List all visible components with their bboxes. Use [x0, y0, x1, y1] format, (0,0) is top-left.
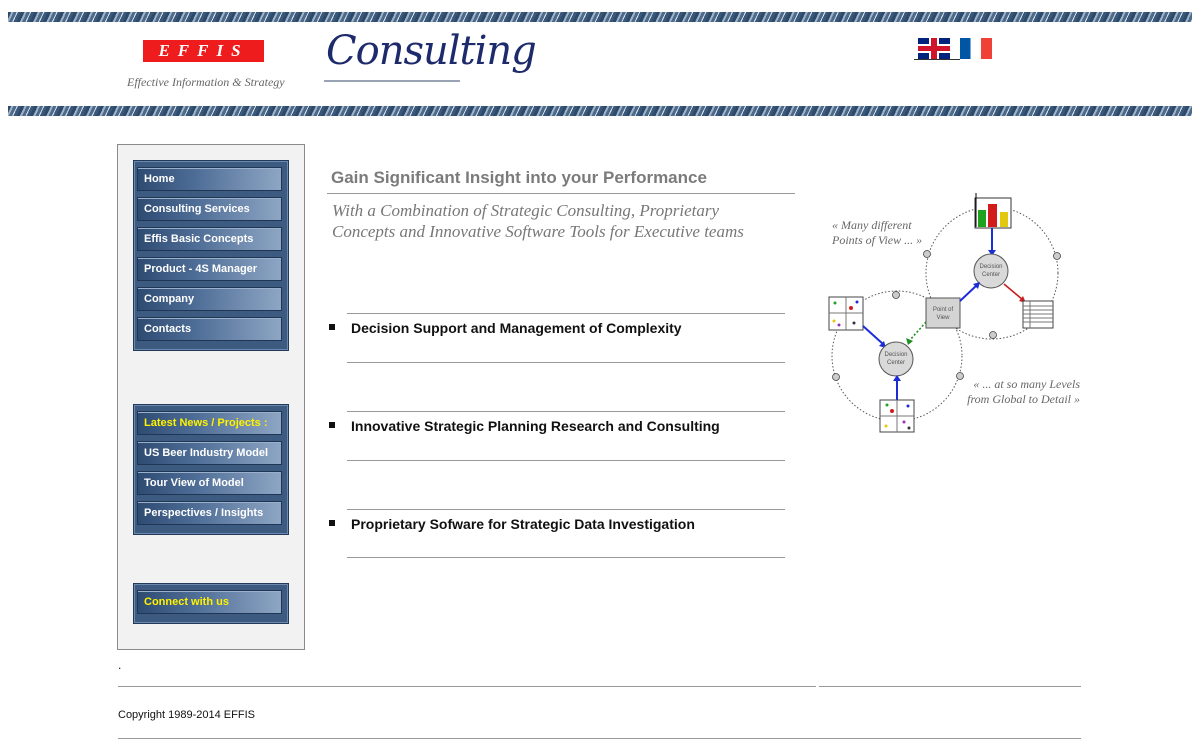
nav-home[interactable]: Home — [137, 167, 282, 191]
arrow — [910, 322, 926, 340]
sidebar — [117, 144, 305, 650]
feature-rule — [347, 460, 785, 461]
consulting-logo: Consulting — [326, 28, 536, 74]
feature-strategic-planning[interactable]: Innovative Strategic Planning Research and Consulting — [351, 418, 720, 434]
nav-effis-basic-concepts[interactable]: Effis Basic Concepts — [137, 227, 282, 251]
decision-center-label: Decision — [884, 352, 908, 358]
news-header: Latest News / Projects : — [137, 411, 282, 435]
diagram-note-bottom-line: from Global to Detail » — [967, 392, 1080, 406]
consulting-logo-swoosh — [324, 80, 460, 82]
feature-rule — [347, 362, 785, 363]
bullet-icon — [329, 422, 335, 428]
nav-tour-view-of-model[interactable]: Tour View of Model — [137, 471, 282, 495]
bullet-icon — [329, 520, 335, 526]
french-flag-icon[interactable] — [960, 38, 992, 59]
connect-button[interactable]: Connect with us — [137, 590, 282, 614]
feature-rule — [347, 313, 785, 314]
decision-center-label: Center — [981, 272, 1001, 278]
nav-perspectives-insights[interactable]: Perspectives / Insights — [137, 501, 282, 525]
header-bottom-band — [8, 106, 1192, 116]
point-of-view-label: Point of — [932, 307, 954, 313]
header-top-band — [8, 12, 1192, 22]
headline-rule — [327, 193, 795, 194]
bar-chart-icon — [975, 193, 1011, 228]
english-flag-icon[interactable] — [918, 38, 950, 59]
tagline: Effective Information & Strategy — [127, 75, 285, 89]
page-subtitle: With a Combination of Strategic Consulting, Proprietary Concepts and Innovative Software Tools for Executive teams — [332, 201, 744, 241]
nav-product-4s-manager[interactable]: Product - 4S Manager — [137, 257, 282, 281]
feature-proprietary-software[interactable]: Proprietary Sofware for Strategic Data Investigation — [351, 516, 695, 532]
connect-nav — [133, 583, 289, 624]
feature-rule — [347, 509, 785, 510]
diagram-note-top-line: « Many different — [832, 218, 912, 232]
table-icon — [1023, 301, 1053, 328]
page-headline: Gain Significant Insight into your Performance — [331, 168, 707, 187]
decision-center-label: Decision — [979, 264, 1003, 270]
arrow-head — [906, 338, 913, 345]
diagram-note-top-line: Points of View ... » — [832, 233, 923, 247]
scatter-grid-icon — [880, 400, 914, 432]
footer-dot: . — [118, 658, 122, 672]
decision-center-label: Center — [886, 360, 906, 366]
arrow — [1004, 284, 1023, 300]
news-nav — [133, 404, 289, 535]
decision-center-diagram — [820, 190, 1100, 440]
feature-rule — [347, 557, 785, 558]
nav-contacts[interactable]: Contacts — [137, 317, 282, 341]
main-nav — [133, 160, 289, 351]
footer-rule — [819, 686, 1081, 687]
feature-rule — [347, 411, 785, 412]
flag-link-underline — [914, 59, 960, 60]
point-of-view-node — [926, 298, 960, 328]
diagram-graphic — [820, 190, 1100, 440]
bullet-icon — [329, 324, 335, 330]
arrow — [863, 326, 883, 344]
nav-us-beer-industry-model[interactable]: US Beer Industry Model — [137, 441, 282, 465]
nav-consulting-services[interactable]: Consulting Services — [137, 197, 282, 221]
copyright: Copyright 1989-2014 EFFIS — [118, 709, 255, 721]
footer-rule — [118, 738, 1081, 739]
decision-center-node — [879, 342, 913, 376]
diagram-note-bottom-line: « ... at so many Levels — [973, 377, 1080, 391]
nav-company[interactable]: Company — [137, 287, 282, 311]
scatter-grid-icon — [829, 297, 863, 330]
point-of-view-label: View — [936, 315, 950, 321]
footer-rule — [118, 686, 816, 687]
effis-logo[interactable]: EFFIS — [143, 40, 264, 62]
arrow — [960, 285, 977, 301]
feature-decision-support[interactable]: Decision Support and Management of Complexity — [351, 320, 682, 336]
